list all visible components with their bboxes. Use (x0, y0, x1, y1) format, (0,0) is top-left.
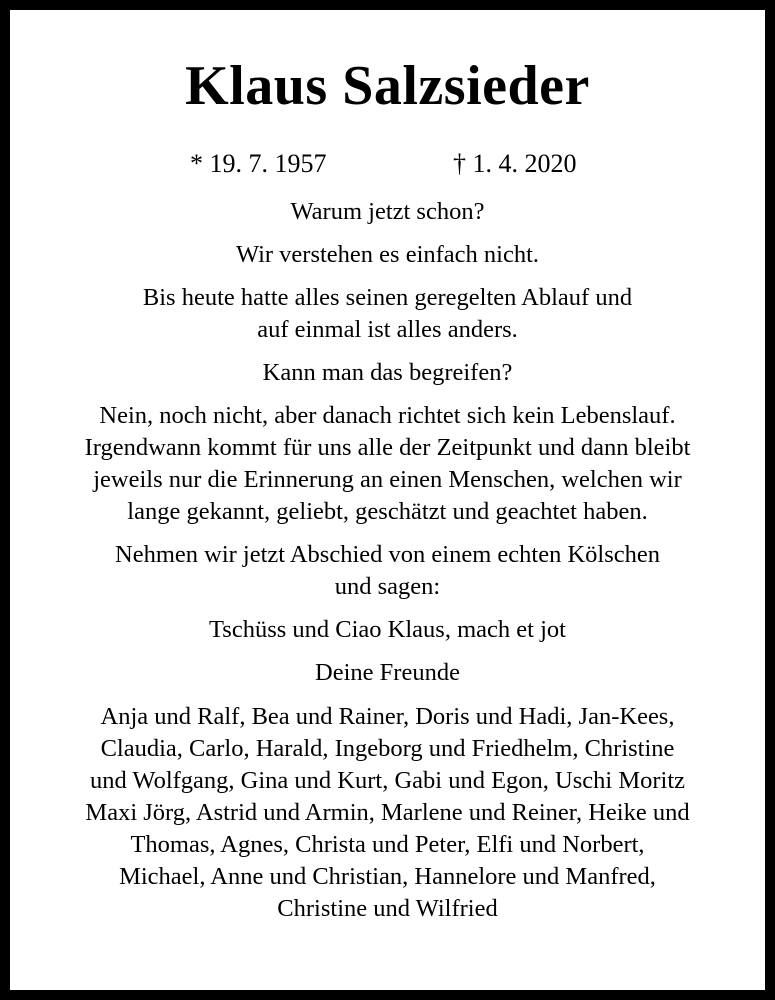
paragraph-farewell (10, 539, 765, 603)
friends-line: Claudia, Carlo, Harald, Ingeborg und Friedhelm, Christine (100, 735, 675, 762)
text-line: jeweils nur die Erinnerung an einen Menschen, welchen wir (93, 466, 682, 493)
text-line: Bis heute hatte alles seinen geregelten Ablauf und (142, 284, 633, 311)
friends-line: Maxi Jörg, Astrid und Armin, Marlene und Reiner, Heike und (85, 799, 690, 826)
text-line: Wir verstehen es einfach nicht. (235, 241, 540, 268)
paragraph-goodbye (10, 614, 765, 646)
paragraph-until-today (10, 282, 765, 346)
text-line: und sagen: (334, 573, 441, 600)
deceased-name: Klaus Salzsieder (185, 55, 590, 117)
friends-line: Anja und Ralf, Bea und Rainer, Doris und Hadi, Jan-Kees, (100, 703, 675, 730)
text-line: auf einmal ist alles anders. (257, 316, 518, 343)
death-date: † 1. 4. 2020 (453, 149, 577, 178)
birth-date: * 19. 7. 1957 (190, 149, 327, 178)
friends-list (10, 701, 765, 925)
life-dates (10, 148, 765, 180)
text-line: Irgendwann kommt für uns alle der Zeitpunkt und dann bleibt (84, 434, 691, 461)
paragraph-life (10, 400, 765, 528)
text-line: Deine Freunde (315, 659, 460, 686)
friends-line: Thomas, Agnes, Christa und Peter, Elfi und Norbert, (130, 831, 645, 858)
obituary-text (10, 196, 765, 936)
text-line: Nehmen wir jetzt Abschied von einem echten Kölschen (115, 541, 660, 568)
paragraph-comprehend (10, 357, 765, 389)
paragraph-understand (10, 239, 765, 271)
paragraph-question (10, 196, 765, 228)
text-line: Nein, noch nicht, aber danach richtet sich kein Lebenslauf. (99, 402, 676, 429)
friends-line: und Wolfgang, Gina und Kurt, Gabi und Egon, Uschi Moritz (89, 767, 686, 794)
friends-line: Michael, Anne und Christian, Hannelore und Manfred, (119, 863, 656, 890)
text-line: Tschüss und Ciao Klaus, mach et jot (209, 616, 566, 643)
text-line: Kann man das begreifen? (262, 359, 513, 386)
text-line: Warum jetzt schon? (290, 198, 485, 225)
paragraph-signature (10, 657, 765, 689)
text-line: lange gekannt, geliebt, geschätzt und geachtet haben. (127, 498, 648, 525)
friends-line: Christine und Wilfried (277, 895, 498, 922)
